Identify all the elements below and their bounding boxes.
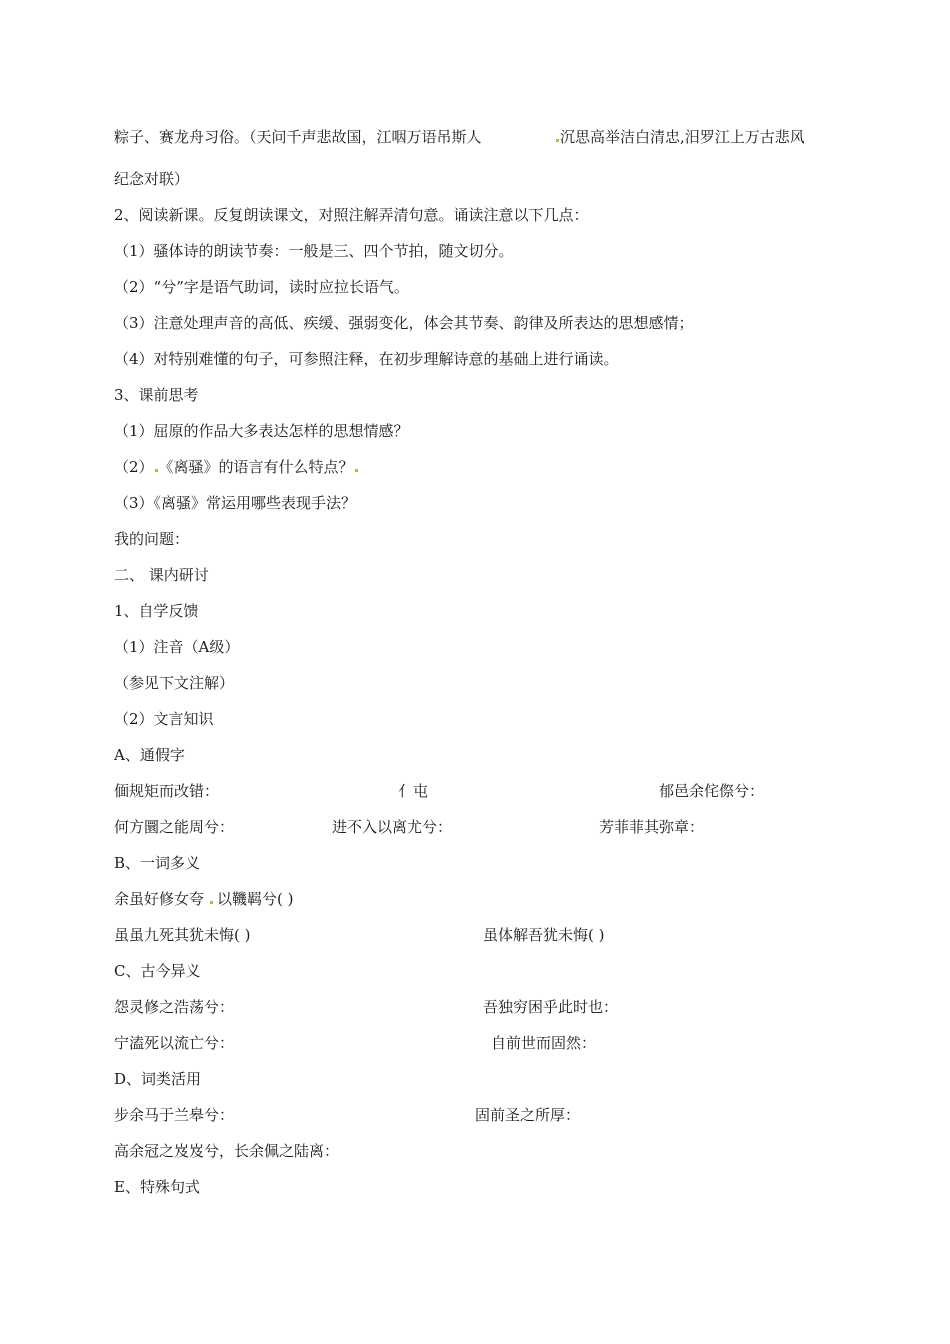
text-line <box>114 889 294 909</box>
text-line: 2、阅读新课。反复朗读课文，对照注解弄清句意。诵读注意以下几点： <box>114 206 589 224</box>
text-line: （参见下文注解） <box>114 674 235 692</box>
text-line: B、一词多义 <box>114 854 201 872</box>
text-line <box>114 457 359 477</box>
highlight-mark <box>355 469 358 472</box>
text-line: 郁邑余侘傺兮： <box>659 782 765 800</box>
text-line: D、词类活用 <box>114 1070 202 1088</box>
text-line: 我的问题： <box>114 530 190 548</box>
text-line <box>114 127 482 147</box>
text-line: 虽虽九死其犹未悔( ) <box>114 926 251 944</box>
highlight-mark <box>210 901 213 904</box>
text-line <box>555 127 805 147</box>
highlight-mark <box>556 139 559 142</box>
text-line: （3）注意处理声音的高低、疾缓、强弱变化，体会其节奏、韵律及所表达的思想感情； <box>114 314 694 332</box>
text-line: 3、课前思考 <box>114 386 199 404</box>
text-line: （2）文言知识 <box>114 710 214 728</box>
text-line: （4）对特别难懂的句子，可参照注释，在初步理解诗意的基础上进行诵读。 <box>114 350 619 368</box>
text-span: 《离骚》的语言有什么特点？ <box>158 458 354 476</box>
text-line: 固前圣之所厚： <box>475 1106 581 1124</box>
text-line: C、古今异义 <box>114 962 201 980</box>
text-line: 怨灵修之浩荡兮： <box>114 998 235 1016</box>
text-line: 亻屯 <box>398 782 429 800</box>
text-line: （1）注音（A级） <box>114 638 240 656</box>
text-line: 吾独穷困乎此时也： <box>483 998 619 1016</box>
highlight-mark <box>155 469 158 472</box>
text-line: 纪念对联） <box>114 170 190 188</box>
text-line: 自前世而固然： <box>491 1034 597 1052</box>
text-span: 余虽好修女夸 <box>114 890 205 908</box>
text-line: A、通假字 <box>114 746 185 764</box>
text-line: E、特殊句式 <box>114 1178 200 1196</box>
text-line: （3）《离骚》常运用哪些表现手法？ <box>114 494 357 512</box>
text-span: （2） <box>114 458 154 476</box>
text-line: 何方圜之能周兮： <box>114 818 235 836</box>
text-line: （2）“兮”字是语气助词，读时应拉长语气。 <box>114 278 409 296</box>
text-line: （1）骚体诗的朗读节奏：一般是三、四个节拍，随文切分。 <box>114 242 514 260</box>
text-span: 以鞿羁兮( ) <box>217 890 294 908</box>
text-line: 偭规矩而改错： <box>114 782 220 800</box>
text-line: 步余马于兰皋兮： <box>114 1106 235 1124</box>
text-line: 宁溘死以流亡兮： <box>114 1034 235 1052</box>
text-line: （1）屈原的作品大多表达怎样的思想情感？ <box>114 422 409 440</box>
text-line: 芳菲菲其弥章： <box>599 818 705 836</box>
text-span: 沉思高举洁白清忠,汨罗江上万古悲风 <box>560 128 805 146</box>
text-line: 进不入以离尤兮： <box>332 818 453 836</box>
text-line: 虽体解吾犹未悔( ) <box>483 926 605 944</box>
text-span: 粽子、赛龙舟习俗。（天问千声悲故国，江咽万语吊斯人 <box>114 128 482 146</box>
text-line: 高余冠之岌岌兮，长余佩之陆离： <box>114 1142 340 1160</box>
text-line: 1、自学反馈 <box>114 602 199 620</box>
section-heading: 二、 课内研讨 <box>114 566 209 584</box>
